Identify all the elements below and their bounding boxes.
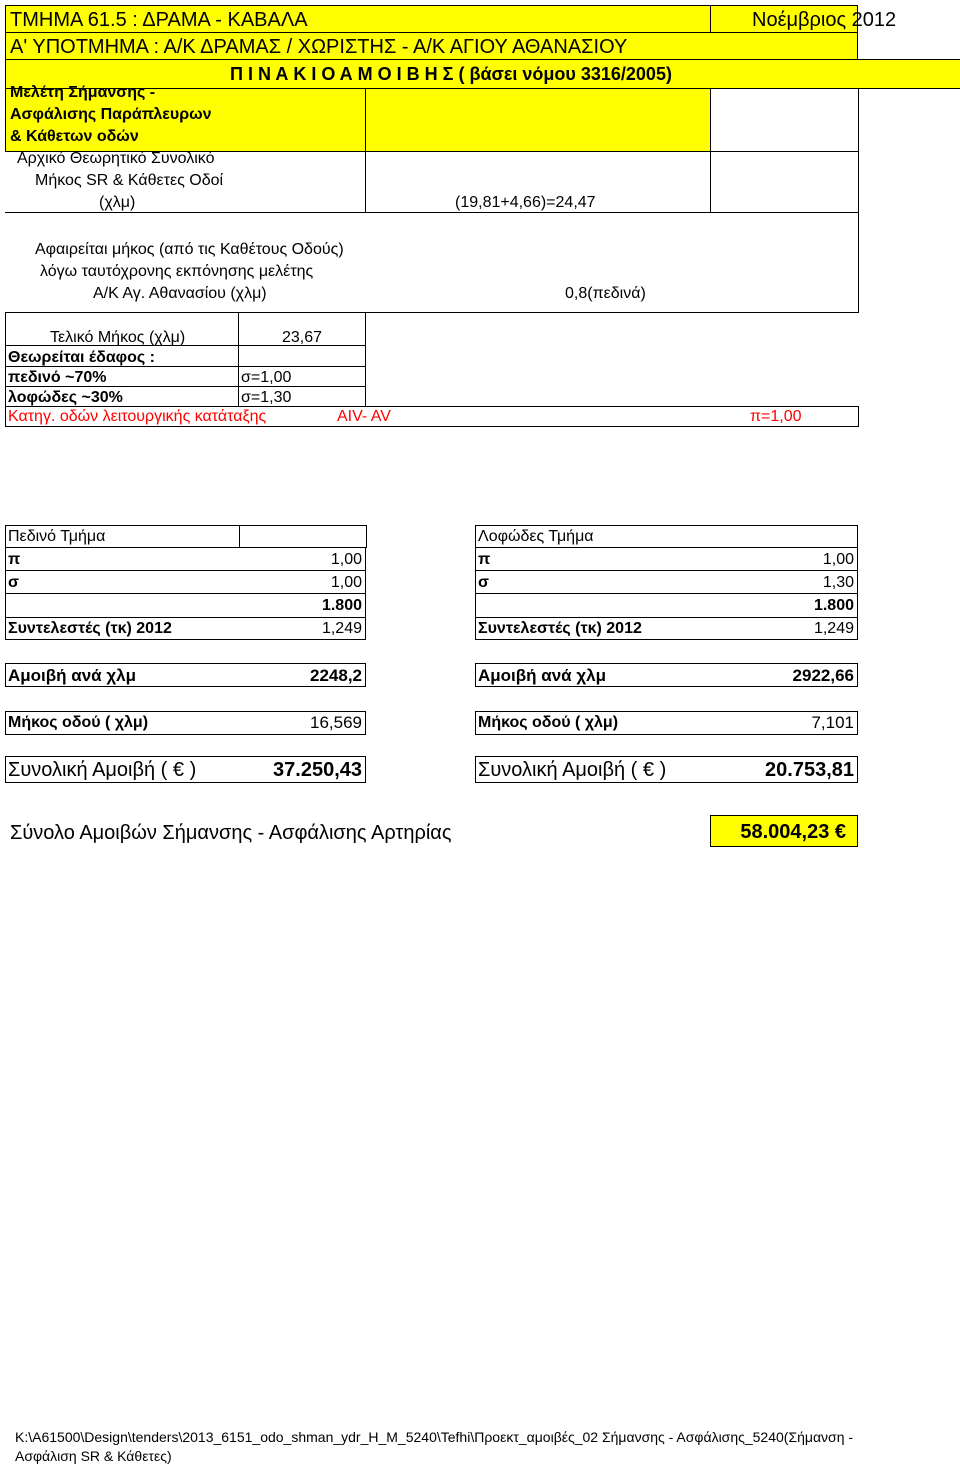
flat-sigma-value: 1,00 [330, 574, 362, 591]
flat-title: Πεδινό Τμήμα [8, 528, 106, 545]
initial-length-value: (19,81+4,66)=24,47 [455, 194, 596, 211]
grid-line [5, 212, 859, 213]
hilly-pi-value: 1,00 [822, 551, 854, 568]
flat-length-label: Μήκος οδού ( χλμ) [8, 714, 149, 731]
flat-base-value: 1.800 [321, 597, 362, 614]
flat-pi-value: 1,00 [330, 551, 362, 568]
flat-length-value: 16,569 [310, 713, 362, 732]
hilly-total-value: 20.753,81 [765, 759, 854, 781]
grid-line [475, 617, 858, 618]
grand-total-value: 58.004,23 € [740, 821, 846, 843]
grid-line [238, 312, 239, 407]
hilly-title: Λοφώδες Τμήμα [478, 528, 594, 545]
terrain-flat-label: πεδινό ~70% [8, 369, 107, 386]
grid-line [365, 312, 366, 407]
grid-line [475, 570, 858, 571]
study-label-3: & Κάθετων οδών [10, 128, 139, 145]
hilly-coef-value: 1,249 [813, 620, 854, 637]
flat-total-label: Συνολική Αμοιβή ( € ) [8, 759, 197, 781]
study-label-1: Μελέτη Σήμανσης - [10, 84, 156, 101]
road-category-value: ΑΙV- AV [337, 408, 391, 425]
grid-line [5, 617, 366, 618]
grid-line [5, 312, 859, 313]
grid-line [239, 526, 240, 548]
grid-line [365, 88, 366, 213]
final-length-value: 23,67 [282, 329, 323, 346]
flat-section [5, 525, 366, 785]
flat-coef-label: Συντελεστές (τκ) 2012 [8, 620, 172, 637]
hilly-sigma-value: 1,30 [822, 574, 854, 591]
flat-total-value: 37.250,43 [273, 759, 362, 781]
hilly-length-value: 7,101 [811, 713, 854, 732]
flat-coef-value: 1,249 [321, 620, 362, 637]
grid-line [858, 212, 859, 313]
initial-length-label-1: Αρχικό Θεωρητικό Συνολικό [17, 150, 215, 167]
final-length-label: Τελικό Μήκος (χλμ) [50, 329, 186, 346]
grid-line [710, 152, 711, 213]
deduct-label-1: Αφαιρείται μήκος (από τις Καθέτους Οδούς) [35, 241, 344, 258]
hilly-pi-label: π [478, 551, 491, 568]
flat-fee-value: 2248,2 [310, 666, 362, 685]
hilly-fee-value: 2922,66 [792, 666, 854, 685]
grid-line [858, 406, 859, 427]
flat-pi-label: π [8, 551, 21, 568]
terrain-flat-sigma: σ=1,00 [241, 369, 292, 386]
grid-line [475, 525, 858, 526]
hilly-fee-label: Αμοιβή ανά χλμ [478, 666, 606, 685]
grid-line [5, 386, 366, 387]
grid-line [5, 312, 6, 427]
section-title: ΤΜΗΜΑ 61.5 : ΔΡΑΜΑ - ΚΑΒΑΛΑ [10, 9, 308, 31]
deduct-value: 0,8(πεδινά) [565, 285, 646, 302]
study-label-2: Ασφάλισης Παράπλευρων [10, 106, 212, 123]
flat-sigma-label: σ [8, 574, 19, 591]
header-date: Νοέμβριος 2012 [752, 9, 897, 31]
grid-line [5, 366, 366, 367]
hilly-sigma-label: σ [478, 574, 489, 591]
flat-fee-label: Αμοιβή ανά χλμ [8, 666, 136, 685]
footer-file-path-2: Ασφάλιση SR & Κάθετες) [15, 1448, 172, 1464]
grid-line [5, 570, 366, 571]
terrain-hilly-sigma: σ=1,30 [241, 389, 292, 406]
grand-total-label: Σύνολο Αμοιβών Σήμανσης - Ασφάλισης Αρτηρίας [10, 822, 452, 844]
grid-line [5, 593, 366, 594]
hilly-section [475, 525, 858, 785]
deduct-label-3: Α/Κ Αγ. Αθανασίου (χλμ) [93, 285, 267, 302]
initial-length-label-2: Μήκος SR & Κάθετες Οδοί [35, 172, 224, 189]
road-category-label: Κατηγ. οδών λειτουργικής κατάταξης [8, 408, 267, 425]
hilly-base-value: 1.800 [813, 597, 854, 614]
grid-line [858, 152, 859, 213]
grid-line [710, 88, 859, 152]
road-category-pi: π=1,00 [750, 408, 802, 425]
grid-line [366, 525, 367, 548]
deduct-label-2: λόγω ταυτόχρονης εκπόνησης μελέτης [40, 263, 314, 280]
hilly-length-label: Μήκος οδού ( χλμ) [478, 714, 619, 731]
grid-line [475, 525, 476, 547]
grid-line [475, 593, 858, 594]
initial-length-label-3: (χλμ) [99, 194, 136, 211]
terrain-hilly-label: λοφώδες ~30% [8, 389, 123, 406]
hilly-total-label: Συνολική Αμοιβή ( € ) [478, 759, 667, 781]
grid-line [5, 406, 859, 407]
subsection-title: Α' ΥΠΟΤΜΗΜΑ : Α/Κ ΔΡΑΜΑΣ / ΧΩΡΙΣΤΗΣ - Α/Κ ΑΓΙΟΥ ΑΘΑΝΑΣΙΟΥ [10, 36, 628, 58]
hilly-coef-label: Συντελεστές (τκ) 2012 [478, 620, 642, 637]
terrain-label: Θεωρείται έδαφος : [8, 349, 155, 366]
table-title: Π Ι Ν Α Κ Ι Ο Α Μ Ο Ι Β Η Σ ( βάσει νόμου 3316/2005) [230, 64, 672, 84]
footer-file-path-1: K:\A61500\Design\tenders\2013_6151_odo_shman_ydr_H_M_5240\Tefhi\Προεκτ_αμοιβές_02 Σήμανσης - Ασφάλισης_5240(Σήμανση - [15, 1429, 854, 1445]
grid-line [5, 426, 859, 427]
grid-line [857, 525, 858, 547]
